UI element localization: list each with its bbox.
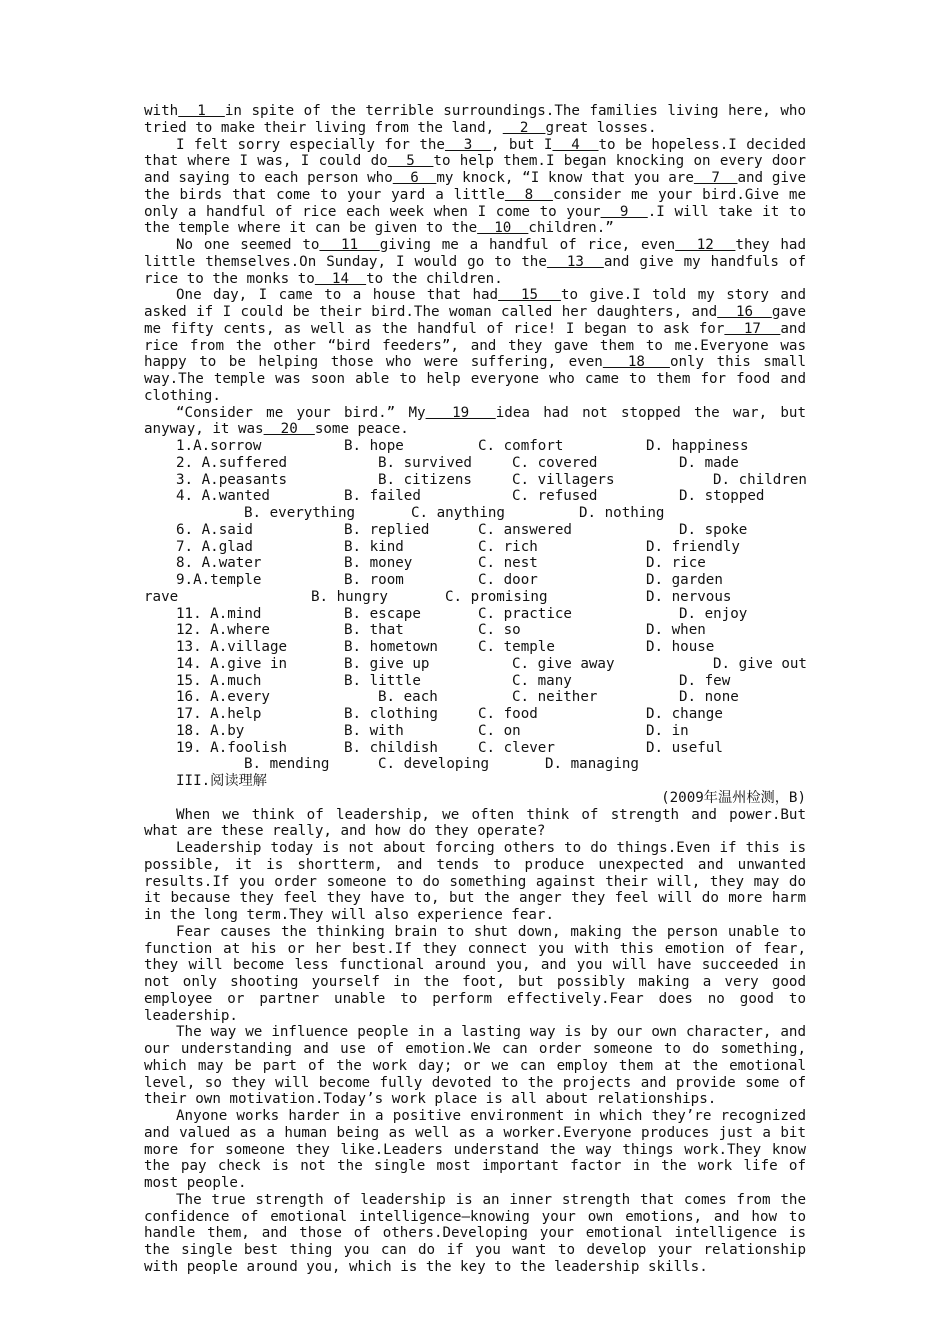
option-choice: D. nervous — [646, 588, 732, 605]
cloze-blank: 15 — [498, 287, 561, 304]
passage-text: consider me your bird.Give me only a handful of rice each week when I come to your — [144, 186, 806, 220]
option-choice: 7. A.glad — [176, 538, 253, 555]
option-choice: C. developing — [378, 756, 490, 773]
cloze-blank: 16 — [717, 304, 772, 320]
option-row — [144, 589, 806, 606]
option-choice: B. give up — [344, 655, 430, 672]
option-row — [144, 622, 806, 639]
option-choice: D. house — [646, 639, 715, 655]
option-row — [144, 572, 806, 589]
option-choice: C. temple — [478, 639, 555, 655]
option-choice: B. clothing — [344, 706, 438, 722]
passage-text: and rice from the other “bird feeders”, and they gave them to me.Everyone was happy to be helping those who were suffering, even — [144, 320, 806, 371]
reading-paragraph: When we think of leadership, we often think of strength and power.But what are these really, and how do they operate? — [144, 806, 806, 840]
option-row — [144, 673, 806, 690]
option-choice: D. garden — [646, 572, 723, 588]
cloze-blank: 6 — [392, 170, 437, 186]
option-choice: C. villagers — [512, 471, 615, 488]
passage-text: and give the birds that come to your yard a little — [144, 170, 806, 203]
cloze-passage — [144, 103, 806, 438]
option-row — [144, 740, 806, 757]
passage-text: One day, I came to a house that had — [176, 287, 499, 304]
cloze-blank: 17 — [724, 320, 781, 337]
option-choice: 1.A.sorrow — [176, 438, 262, 454]
option-choice: C. anything — [411, 505, 505, 521]
option-row — [144, 539, 806, 556]
option-row — [144, 488, 806, 505]
reading-paragraph: The way we influence people in a lasting way is by our own character, and our understanding and use of emotion.We can order someone to do something, which may be part of the work day; or we can employ them at the emotional level, so they will become fully devoted to the projects and provide some of their own motivation.Today’s work place is all about relationships. — [144, 1024, 806, 1108]
option-choice: 18. A.by — [176, 722, 245, 739]
option-choice: D. spoke — [679, 521, 748, 538]
option-choice: D. change — [646, 706, 723, 722]
option-choice: B. replied — [344, 521, 430, 538]
option-row — [144, 756, 806, 773]
option-choice: D. give out — [713, 655, 807, 672]
option-choice: B. survived — [378, 454, 472, 471]
cloze-blank: 1 — [178, 103, 225, 119]
passage-text: .I will take it to the temple where it can be given to the — [144, 203, 806, 237]
option-choice: D. made — [679, 454, 739, 471]
option-choice: C. comfort — [478, 438, 564, 454]
option-choice: D. useful — [646, 739, 723, 756]
option-choice: B. failed — [344, 488, 421, 505]
cloze-blank: 13 — [546, 253, 604, 270]
option-choice: B. room — [344, 572, 404, 588]
passage-text: to the children. — [366, 270, 503, 287]
option-choice: 8. A.water — [176, 555, 262, 572]
option-choice: C. promising — [445, 588, 548, 605]
passage-text: to give.I told my story and asked if I could be their bird.The woman called her daughters, and — [144, 287, 807, 320]
cloze-blank: 11 — [319, 237, 380, 253]
option-choice: C. door — [478, 572, 538, 588]
option-choice: C. give away — [512, 655, 615, 672]
cloze-blank: 4 — [552, 136, 599, 153]
option-row — [144, 606, 806, 623]
option-choice: B. childish — [344, 739, 438, 756]
option-row — [144, 723, 806, 740]
cloze-blank: 14 — [314, 270, 367, 287]
option-row — [144, 656, 806, 673]
option-choice: B. little — [344, 672, 421, 689]
passage-text: with — [144, 103, 179, 119]
option-choice: B. that — [344, 622, 404, 639]
cloze-blank: 19 — [425, 404, 496, 421]
option-choice: 13. A.village — [176, 639, 288, 655]
cloze-paragraph — [144, 287, 806, 404]
passage-text: I felt sorry especially for the — [176, 136, 445, 153]
passage-text: great losses. — [545, 119, 657, 136]
option-choice: C. food — [478, 706, 538, 722]
option-choice: D. in — [646, 722, 689, 739]
passage-text: gave me fifty cents, as well as the handful of rice! I began to ask for — [144, 304, 806, 337]
passage-text: children.” — [528, 220, 614, 237]
option-choice: B. money — [344, 555, 413, 572]
option-choice: 4. A.wanted — [176, 488, 270, 505]
option-choice: 3. A.peasants — [176, 471, 288, 488]
cloze-options — [144, 438, 806, 773]
option-choice: B. with — [344, 722, 404, 739]
option-choice: D. nothing — [579, 505, 665, 521]
option-row — [144, 639, 806, 656]
option-choice: B. escape — [344, 605, 421, 622]
cloze-blank: 8 — [504, 186, 553, 203]
passage-text: they had little themselves.On Sunday, I would go to the — [144, 237, 807, 270]
option-choice: 16. A.every — [176, 689, 270, 706]
option-choice: C. covered — [512, 454, 598, 471]
passage-text: , but I — [491, 136, 553, 153]
reading-paragraph: Anyone works harder in a positive environment in which they’re recognized and valued as a human being as well as a worker.Everyone produces just a bit more for someone they like.Leaders understand the way things work.They know the pay check is not the single most important factor in the work life of most people. — [144, 1108, 806, 1191]
option-choice: C. refused — [512, 488, 598, 505]
option-row — [144, 455, 806, 472]
option-row — [144, 689, 806, 706]
section-heading: III.阅读理解 — [176, 773, 267, 789]
option-choice: B. each — [378, 689, 438, 706]
cloze-blank: 7 — [693, 170, 738, 186]
passage-text: my knock, “I know that you are — [436, 170, 694, 186]
option-choice: C. neither — [512, 689, 598, 706]
option-choice: D. happiness — [646, 438, 749, 454]
passage-text: idea had not stopped the war, but anyway, it was — [144, 404, 807, 438]
option-choice: C. many — [512, 672, 572, 689]
option-row — [144, 555, 806, 572]
option-row — [144, 505, 806, 522]
option-row — [144, 706, 806, 723]
option-choice: C. clever — [478, 739, 555, 756]
option-choice: D. rice — [646, 555, 706, 572]
option-choice: 15. A.much — [176, 672, 262, 689]
option-choice: D. none — [679, 689, 739, 706]
option-choice: rave — [144, 588, 179, 605]
option-choice: D. when — [646, 622, 706, 639]
document-page — [144, 103, 806, 1276]
option-choice: B. everything — [244, 505, 356, 521]
option-choice: D. few — [679, 672, 731, 689]
option-row — [144, 472, 806, 489]
reading-paragraph: Fear causes the thinking brain to shut down, making the person unable to function at his or her best.If they connect you with this emotion of fear, they will become less functional around you, and you will have succeeded in not only shooting yourself in the foot, but possibly making a very good employee or partner unable to perform effectively.Fear does no good to leadership. — [144, 923, 806, 1024]
cloze-blank: 2 — [502, 119, 546, 136]
passage-text: to help them.I began knocking on every door and saying to each person who — [144, 153, 806, 186]
cloze-blank: 9 — [600, 203, 648, 220]
option-choice: B. mending — [244, 756, 330, 773]
cloze-paragraph — [144, 237, 806, 287]
option-choice: D. friendly — [646, 538, 740, 555]
option-choice: B. citizens — [378, 471, 472, 488]
option-row — [144, 522, 806, 539]
option-choice: B. hope — [344, 438, 404, 454]
option-choice: B. kind — [344, 538, 404, 555]
cloze-blank: 18 — [602, 354, 670, 371]
option-choice: C. rich — [478, 538, 538, 555]
passage-text: only this small way.The temple was soon able to help everyone who came to them for food and clothing. — [144, 354, 806, 404]
source-note: (2009年温州检测，B) — [661, 789, 806, 806]
reading-paragraph: Leadership today is not about forcing others to do things.Even if this is possible, it is shortterm, and tends to produce unexpected and unwanted results.If you order someone to do something against their will, they may do it because they feel they have to, but the anger they feel will do more harm in the long term.They will also experience fear. — [144, 840, 806, 923]
passage-text: some peace. — [314, 421, 409, 438]
option-choice: C. answered — [478, 521, 572, 538]
option-choice: 19. A.foolish — [176, 739, 288, 756]
cloze-paragraph — [144, 137, 806, 238]
option-choice: 9.A.temple — [176, 572, 262, 588]
option-choice: 6. A.said — [176, 521, 253, 538]
option-choice: 2. A.suffered — [176, 454, 288, 471]
option-choice: 14. A.give in — [176, 655, 288, 672]
option-choice: D. enjoy — [679, 605, 748, 622]
cloze-paragraph — [144, 405, 806, 439]
option-choice: C. nest — [478, 555, 538, 572]
passage-text: No one seemed to — [176, 237, 320, 253]
option-choice: 11. A.mind — [176, 605, 262, 622]
reading-paragraph: The true strength of leadership is an inner strength that comes from the confidence of emotional intelligence—knowing your own emotions, and how to handle them, and those of others.Developing your emotional intelligence is the single best thing you can do if you want to develop your relationship with people around you, which is the key to the leadership skills. — [144, 1191, 806, 1275]
option-choice: D. children — [713, 471, 807, 488]
cloze-blank: 20 — [263, 421, 315, 438]
option-choice: D. stopped — [679, 488, 765, 505]
reading-passage — [144, 807, 806, 1276]
option-choice: 17. A.help — [176, 706, 262, 722]
option-choice: B. hometown — [344, 639, 438, 655]
passage-text: to be hopeless.I decided that where I was, I could do — [144, 136, 807, 170]
cloze-blank: 5 — [387, 153, 434, 170]
option-row — [144, 438, 806, 455]
cloze-paragraph — [144, 103, 806, 137]
cloze-blank: 12 — [675, 237, 736, 253]
passage-text: “Consider me your bird.” My — [176, 404, 426, 421]
option-choice: D. managing — [545, 756, 639, 773]
passage-text: giving me a handful of rice, even — [379, 237, 676, 253]
option-choice: C. so — [478, 622, 521, 639]
passage-text: in spite of the terrible surroundings.The families living here, who tried to make their living from the land, — [144, 103, 806, 136]
cloze-blank: 10 — [477, 220, 529, 237]
option-choice: 12. A.where — [176, 622, 270, 639]
option-choice: B. hungry — [311, 588, 388, 605]
option-choice: C. on — [478, 722, 521, 739]
option-choice: C. practice — [478, 605, 572, 622]
passage-text: and give my handfuls of rice to the monks to — [144, 253, 806, 287]
cloze-blank: 3 — [444, 136, 491, 153]
